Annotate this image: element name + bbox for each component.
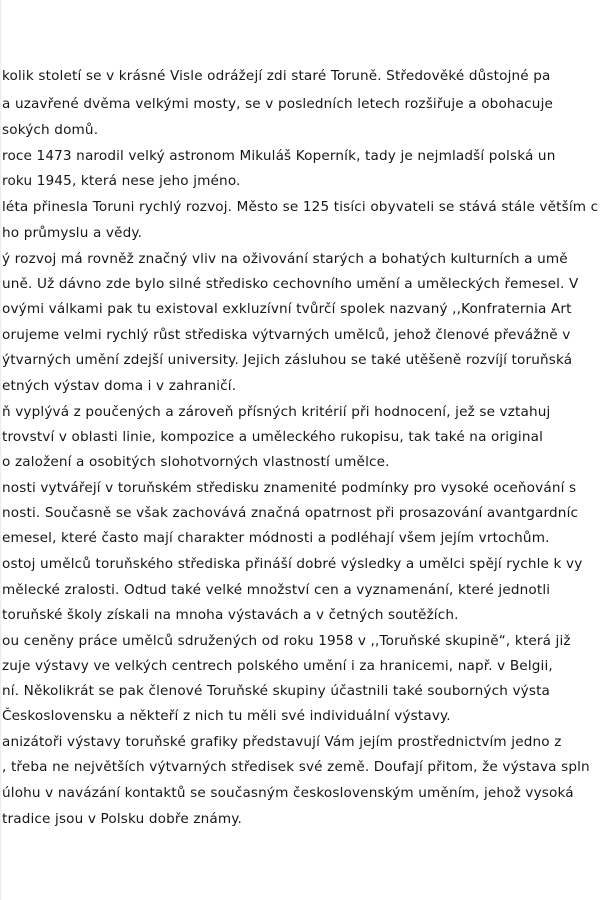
text-line: ň vyplývá z poučených a zároveň přísných kritérií při hodnocení, jež se vztahuj xyxy=(2,404,551,420)
text-line: Československu a někteří z nich tu měli své individuální výstavy. xyxy=(2,708,451,724)
text-line: zuje výstavy ve velkých centrech polského umění i za hranicemi, např. v Belgii, xyxy=(2,658,553,674)
text-line: orujeme velmi rychlý růst střediska výtvarných umělců, jehož členové převážně v xyxy=(2,327,571,343)
text-line: ou ceněny práce umělců sdružených od roku 1958 v ,,Toruňské skupině“, která již xyxy=(2,633,571,649)
text-line: úlohu v navázání kontaktů se současným československým uměním, jehož vysoká xyxy=(2,785,574,801)
text-line: nosti. Současně se však zachovává značná opatrnost při prosazování avantgardníc xyxy=(2,505,579,521)
text-line: nosti vytvářejí v toruňském středisku znamenité podmínky pro vysoké oceňování s xyxy=(2,480,577,496)
text-line: uně. Už dávno zde bylo silné středisko cechovního umění a uměleckých řemesel. V xyxy=(2,276,579,292)
text-line: emesel, které často mají charakter módnosti a podléhají všem jejím vrtochům. xyxy=(2,530,550,546)
text-line: roce 1473 narodil velký astronom Mikuláš Koperník, tady je nejmladší polská un xyxy=(2,148,556,164)
text-line: ovými válkami pak tu existoval exkluzívní tvůrčí spolek nazvaný ,,Konfraternia Art xyxy=(2,301,572,317)
text-line: etných výstav doma i v zahraničí. xyxy=(2,378,237,394)
text-line: , třeba ne největších výtvarných středisek své země. Doufají přitom, že výstava spln xyxy=(2,759,590,775)
text-line: anizátoři výstavy toruňské grafiky představují Vám jejím prostřednictvím jedno z xyxy=(2,734,562,750)
text-line: a uzavřené dvěma velkými mosty, se v posledních letech rozšiřuje a obohacuje xyxy=(2,96,554,112)
text-line: mělecké zralosti. Odtud také velké množství cen a vyznamenání, které jednotli xyxy=(2,582,551,598)
text-line: o založení a osobitých slohotvorných vlastností umělce. xyxy=(2,454,390,470)
text-line: ýtvarných umění zdejší university. Jejich zásluhou se také utěšeně rozvíjí toruňská xyxy=(2,352,573,368)
text-line: kolik století se v krásné Visle odrážejí zdi staré Toruně. Středověké důstojné pa xyxy=(2,68,551,84)
text-line: ý rozvoj má rovněž značný vliv na oživování starých a bohatých kulturních a umě xyxy=(2,251,568,267)
text-line: ostoj umělců toruňského střediska přináší dobré výsledky a umělci spějí rychle k vy xyxy=(2,556,583,572)
text-line: toruňské školy získali na mnoha výstavách a v četných soutěžích. xyxy=(2,607,459,623)
text-line: tradice jsou v Polsku dobře známy. xyxy=(2,811,242,827)
text-line: sokých domů. xyxy=(2,122,99,138)
text-line: trovství v oblasti linie, kompozice a uměleckého rukopisu, tak také na original xyxy=(2,429,544,445)
text-line: léta přinesla Toruni rychlý rozvoj. Město se 125 tisíci obyvateli se stává stále větším c xyxy=(2,199,599,215)
text-line: ho průmyslu a vědy. xyxy=(2,225,143,241)
text-line: roku 1945, která nese jeho jméno. xyxy=(2,173,241,189)
text-line: ní. Několikrát se pak členové Toruňské skupiny účastnili také souborných výsta xyxy=(2,683,551,699)
